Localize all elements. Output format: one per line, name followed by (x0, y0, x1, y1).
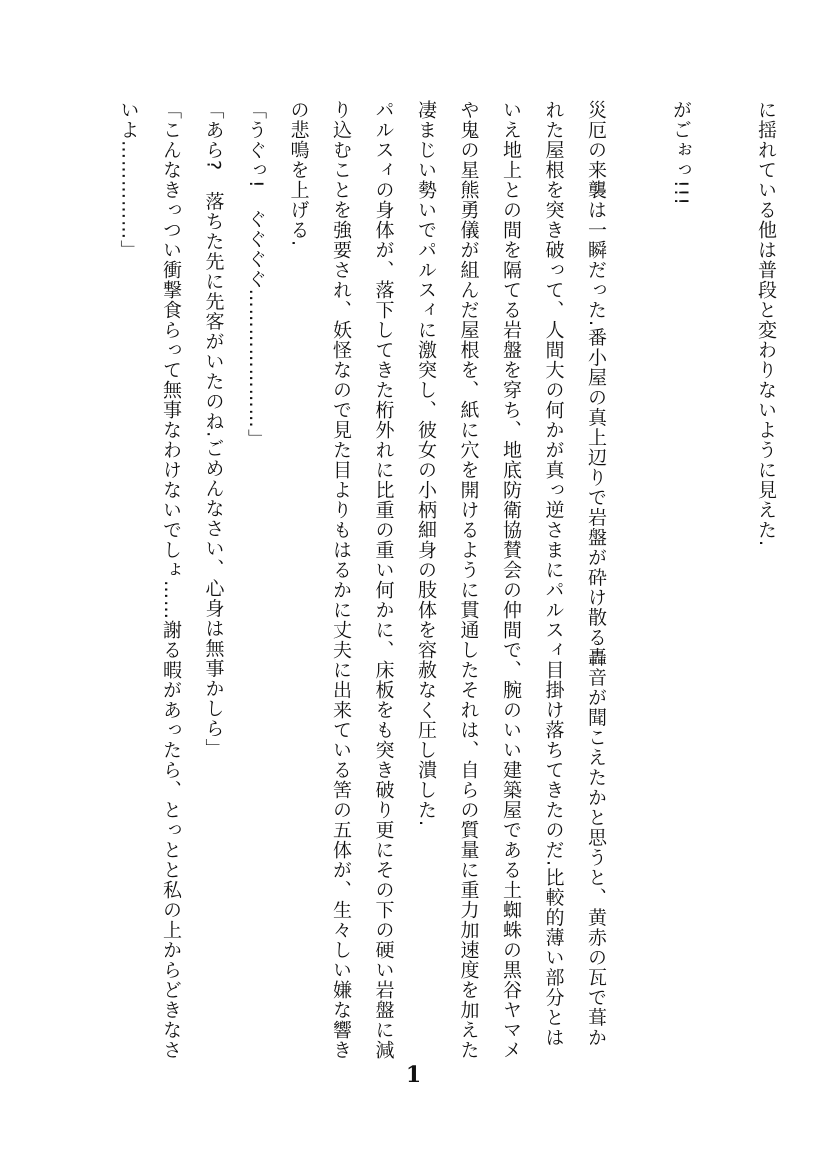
page-number: 1 (405, 1062, 422, 1088)
dialogue-line: 「あら? 落ちた先に先客がいたのね.ごめんなさい、心身は無事かしら」 (202, 100, 225, 759)
paragraph: パルスィの身体が、落下してきた桁外れに比重の重い何かに、床板をも突き破り更にその下の硬い岩盤に減り込むことを強要され、妖怪なので見た目よりもはるかに丈夫に出来ている筈の五体が、生々しい嫌な響きの悲鳴を上げる. (287, 100, 395, 1060)
paragraph: 災厄の来襲は一瞬だった.番小屋の真上辺りで岩盤が砕け散る轟音が聞こえたかと思うと、黄赤の瓦で葺かれた屋根を突き破って、人間大の何かが真っ逆さまにパルスィ目掛け落ちてきたのだ.比較的薄い部分とはいえ地上との間を隔てる岩盤を穿ち、地底防衛協賛会の仲間で、腕のいい建築屋である土蜘蛛の黒谷ヤマメや鬼の星熊勇儀が組んだ屋根を、紙に穴を開けるように貫通したそれは、自らの質量に重力加速度を加えた凄まじい勢いでパルスィに激突し、彼女の小柄細身の肢体を容赦なく圧し潰した. (415, 100, 607, 1060)
paragraph: に揺れている他は普段と変わりないように見えた. (755, 100, 777, 548)
paragraph: がごぉっ!!! (670, 100, 692, 206)
vertical-text-body (40, 100, 787, 1060)
blank-line (702, 100, 745, 1060)
dialogue-line: 「こんなきっつい衝撃食らって無事なわけないでしょ……謝る暇があったら、とっとと私の上からどきなさいよ……………」 (117, 100, 182, 1060)
dialogue-line: 「うぐっ! ぐぐぐぐ…………………」 (245, 100, 267, 449)
blank-line (617, 100, 660, 1060)
